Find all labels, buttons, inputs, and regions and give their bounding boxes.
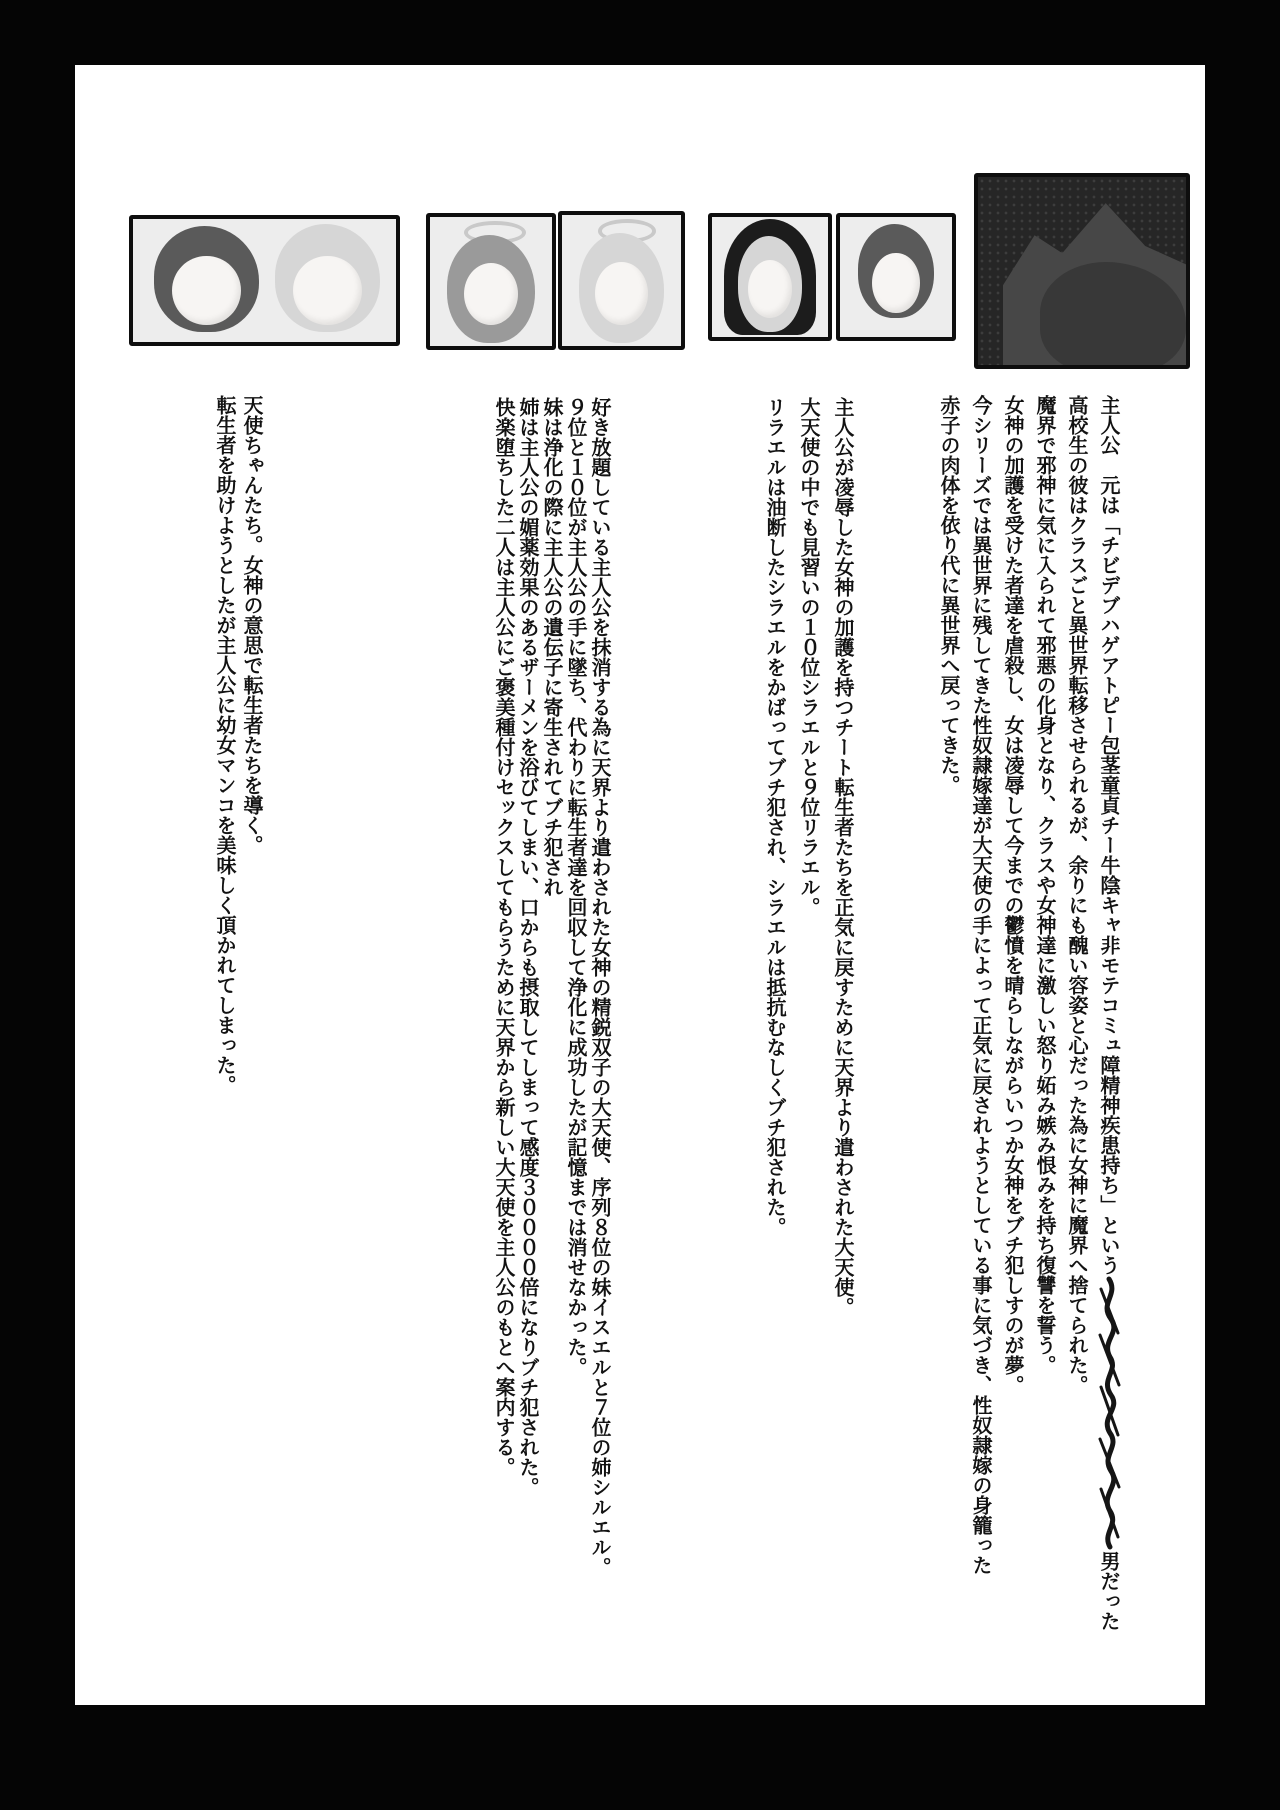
scribble-icon	[1097, 1275, 1121, 1551]
panel-image-choker-girl	[836, 213, 956, 341]
panel-image-angel-twin-1	[426, 213, 556, 350]
text-column-protagonist-4: 女神の加護を受けた者達を虐殺し、女は凌辱して今までの鬱憤を晴らしながらいつか女神をブチ犯しすのが夢。	[1001, 395, 1025, 1395]
scribble-censor-mark	[1097, 1275, 1121, 1551]
panel-image-angel-twin-2	[558, 211, 685, 350]
text-block-protagonist	[933, 395, 1125, 1675]
text-column-trainee-2: 大天使の中でも見習いの１０位シラエルと９位リラエル。	[797, 397, 821, 917]
text-column-angels-2: 転生者を助けようとしたが主人公に幼女マンコを美味しく頂かれてしまった。	[213, 395, 237, 1095]
text-column-twins-4: 姉は主人公の媚薬効果のあるザーメンを浴びてしまい、口からも摂取してしまって感度３００００倍になりブチ犯された。	[516, 397, 540, 1497]
text-block-twin-archangels	[492, 397, 612, 1637]
face-placeholder	[595, 262, 647, 325]
text-column-twins-1: 好き放題している主人公を抹消する為に天界より遣わされた女神の精鋭双子の大天使、序列８位の妹イスエルと７位の姉シルエル。	[588, 397, 612, 1577]
text-block-trainee-archangels	[758, 397, 860, 1397]
text-column-trainee-3: リラエルは油断したシラエルをかばってブチ犯され、シラエルは抵抗むなしくブチ犯された。	[763, 397, 787, 1237]
face-placeholder	[464, 263, 518, 325]
face-placeholder	[293, 256, 361, 325]
text-column-angels-1: 天使ちゃんたち。女神の意思で転生者たちを導く。	[240, 395, 264, 855]
text-block-angels	[211, 395, 265, 1195]
panel-image-couple	[129, 215, 400, 346]
text-column-trainee-1: 主人公が凌辱した女神の加護を持つチート転生者たちを正気に戻すために天界より遣わされた大天使。	[831, 397, 855, 1317]
text-column-twins-5: 快楽堕ちした二人は主人公にご褒美種付けセックスしてもらうために天界から新しい大天使を主人公のもとへ案内する。	[492, 397, 516, 1477]
face-placeholder	[172, 256, 240, 325]
face-placeholder	[748, 260, 792, 318]
face-placeholder	[872, 253, 919, 313]
panel-image-nun	[708, 213, 832, 341]
doujin-page	[75, 65, 1205, 1705]
text-column-protagonist-1	[1093, 395, 1125, 1675]
panel-image-orc-protagonist	[974, 173, 1190, 369]
text-column-protagonist-3: 魔界で邪神に気に入られて邪悪の化身となり、クラスや女神達に激しい怒り妬み嫉み恨みを持ち復讐を誓う。	[1033, 395, 1057, 1375]
text-run: 主人公 元は「チビデブハゲアトピー包茎童貞チー牛陰キャ非モテコミュ障精神疾患持ち」という	[1097, 395, 1121, 1275]
text-column-twins-3: 妹は浄化の際に主人公の遺伝子に寄生されてブチ犯され	[540, 397, 564, 897]
text-column-protagonist-6: 赤子の肉体を依り代に異世界へ戻ってきた。	[937, 395, 961, 795]
text-run: 男だった	[1097, 1551, 1121, 1631]
text-column-protagonist-2: 高校生の彼はクラスごと異世界転移させられるが、余りにも醜い容姿と心だった為に女神に魔界へ捨てられた。	[1065, 395, 1089, 1395]
text-column-twins-2: ９位と１０位が主人公の手に墜ち、代わりに転生者達を回収して浄化に成功したが記憶までは消せなかった。	[564, 397, 588, 1377]
text-column-protagonist-5: 今シリーズでは異世界に残してきた性奴隷嫁達が大天使の手によって正気に戻されようとしている事に気づき、性奴隷嫁の身籠った	[969, 395, 993, 1575]
